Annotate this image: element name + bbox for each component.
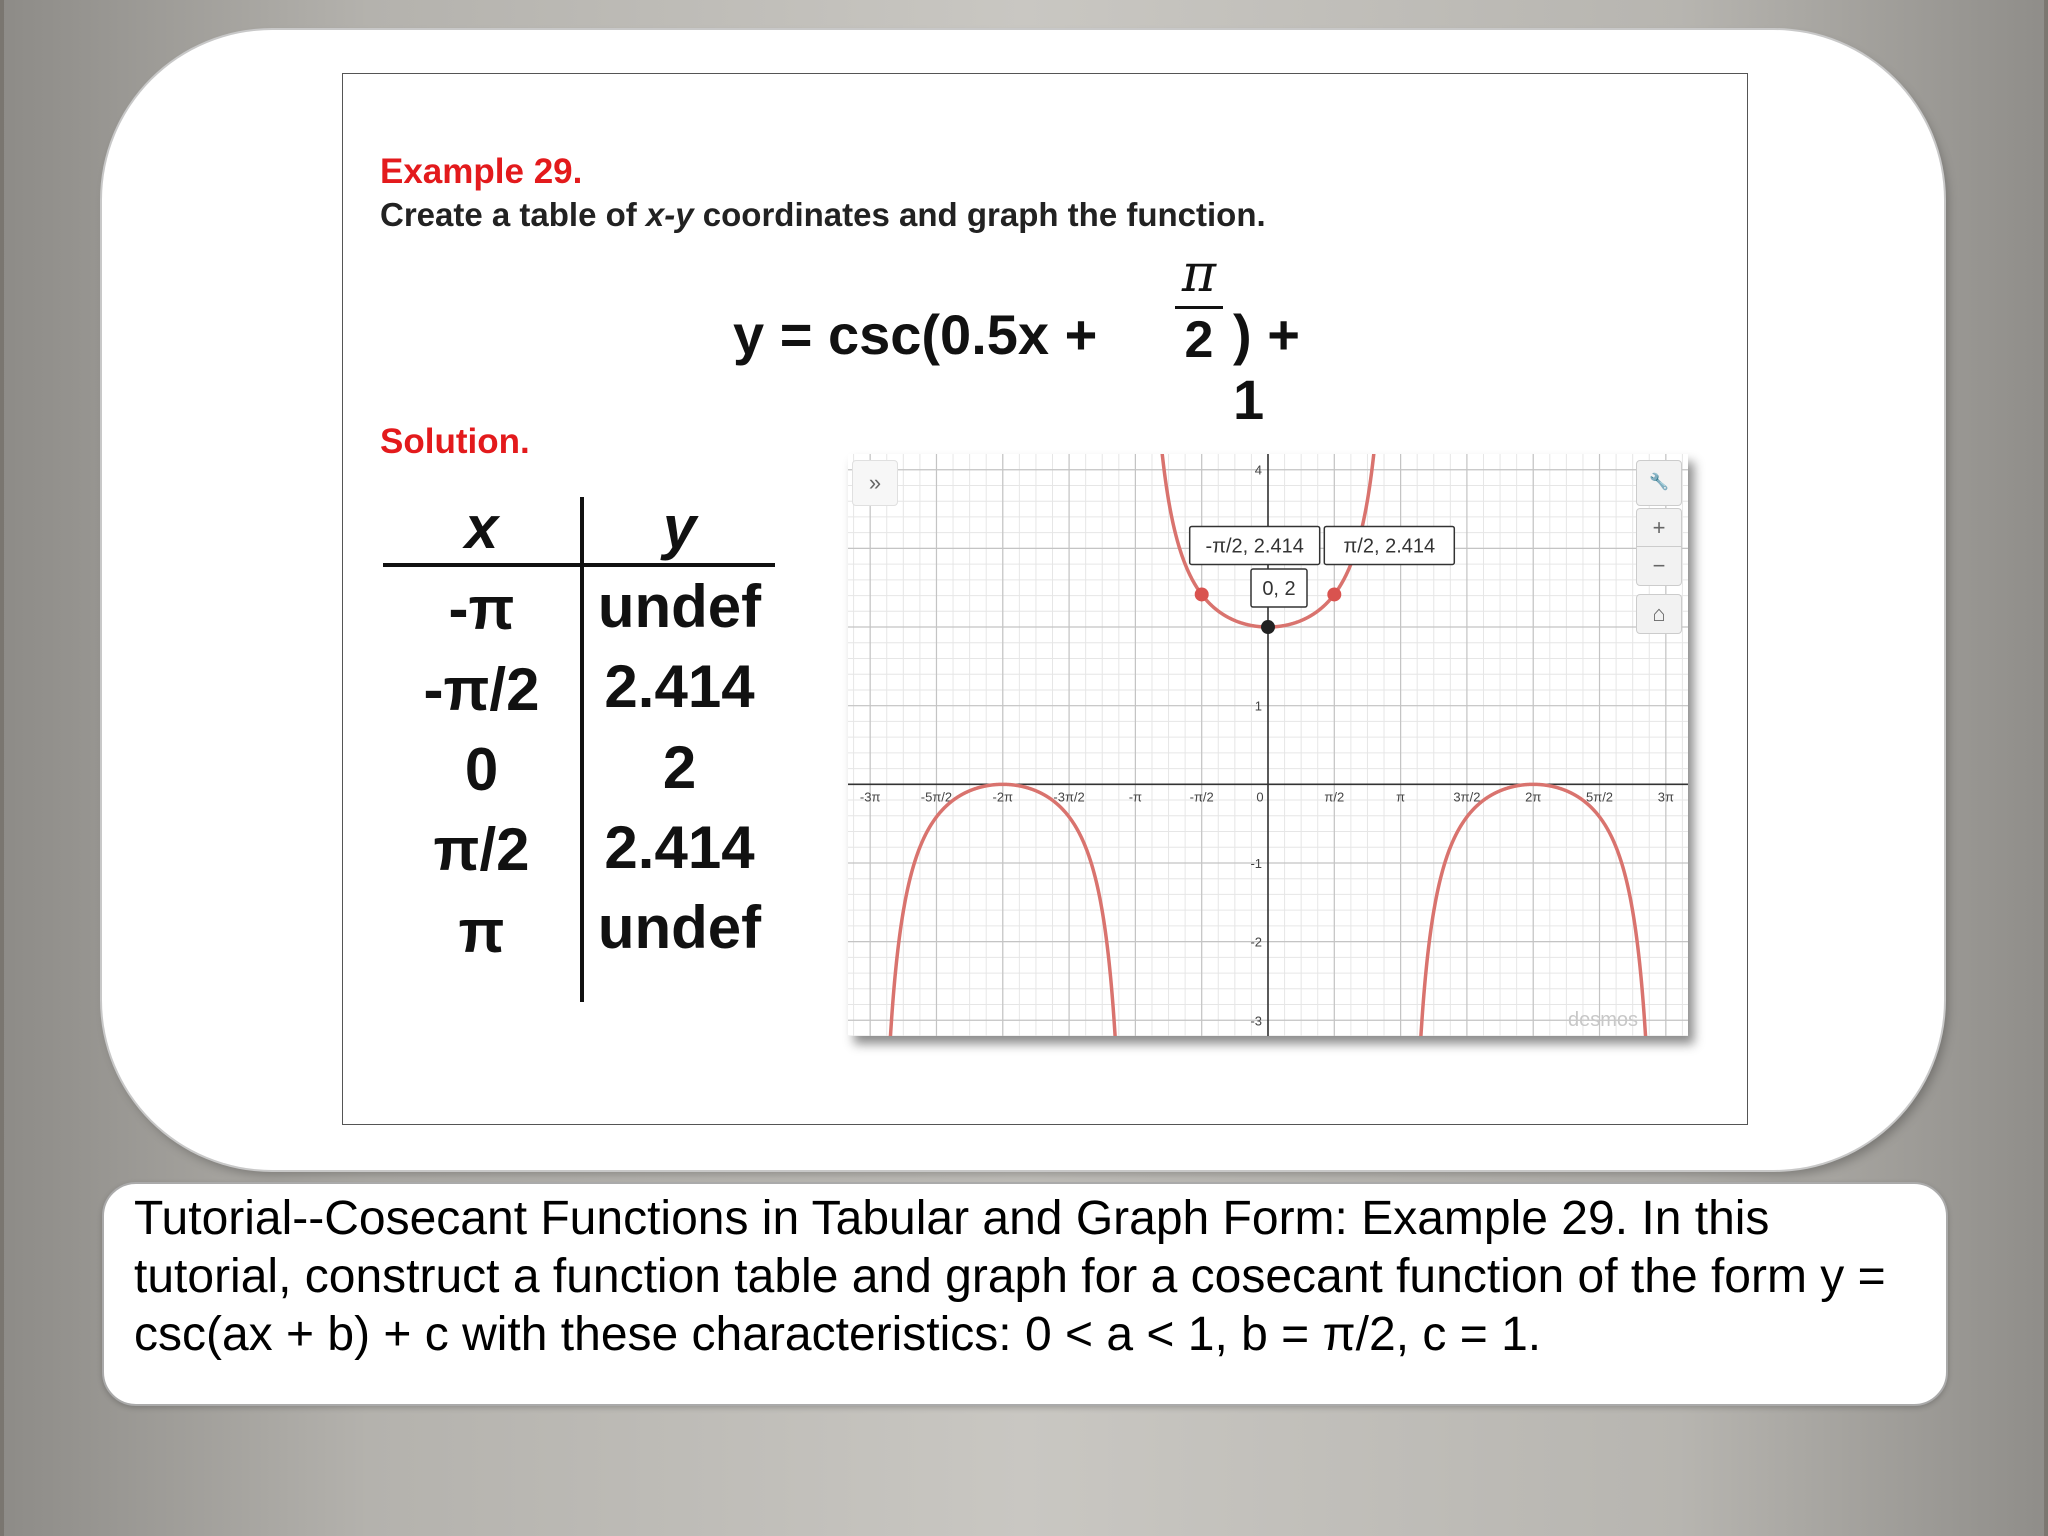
y-tick-label: 1 <box>1254 698 1262 714</box>
wrench-icon[interactable]: 🔧 <box>1636 460 1682 506</box>
y-tick-label: 4 <box>1254 462 1262 478</box>
formula-rhs: ) + 1 <box>1233 303 1300 431</box>
point-label: π/2, 2.414 <box>1343 535 1436 558</box>
y-tick-label: -3 <box>1250 1013 1262 1029</box>
x-tick-label: -3π/2 <box>1053 789 1085 805</box>
cell-x: π <box>458 898 505 965</box>
formula-denominator: 2 <box>1184 311 1214 369</box>
plot-point <box>1327 587 1341 601</box>
solution-title: Solution. <box>380 422 530 461</box>
zoom-out-button[interactable]: − <box>1636 546 1682 586</box>
x-tick-label: 2π <box>1525 789 1542 805</box>
desmos-graph[interactable] <box>848 454 1688 1036</box>
x-tick-label: π <box>1396 789 1406 805</box>
cell-y: 2 <box>662 734 697 801</box>
cell-x: π/2 <box>433 816 530 883</box>
cell-y: 2.414 <box>604 814 755 881</box>
function-formula <box>733 244 1333 431</box>
point-label: -π/2, 2.414 <box>1205 535 1304 558</box>
formula-fraction <box>1169 244 1229 369</box>
y-tick-label: -2 <box>1250 934 1262 950</box>
x-tick-label: π/2 <box>1324 789 1345 805</box>
x-tick-label: 3π/2 <box>1453 789 1481 805</box>
cell-y: undef <box>597 894 762 961</box>
header-y: y <box>662 494 697 561</box>
caption-text: Tutorial--Cosecant Functions in Tabular and Graph Form: Example 29. In this tutorial, construct a function table and graph for a cosecant function of the form y = csc(ax + b) + c with these characteristics: 0 < a < 1, b = π/2, c = 1. <box>134 1192 1886 1361</box>
x-tick-label: 5π/2 <box>1586 789 1614 805</box>
slide <box>342 73 1748 1125</box>
x-tick-label: 3π <box>1657 789 1674 805</box>
x-tick-label: 0 <box>1256 789 1264 805</box>
x-tick-label: -3π <box>859 789 881 805</box>
expand-button[interactable]: » <box>852 460 898 506</box>
example-title: Example 29. <box>380 152 583 191</box>
home-icon[interactable]: ⌂ <box>1636 594 1682 634</box>
x-tick-label: -2π <box>992 789 1014 805</box>
y-tick-label: -1 <box>1250 855 1262 871</box>
cell-y: undef <box>597 573 762 640</box>
point-label: 0, 2 <box>1262 578 1296 601</box>
x-tick-label: -5π/2 <box>920 789 953 805</box>
caption-box <box>102 1182 1948 1406</box>
formula-numerator: π <box>1181 244 1217 304</box>
cell-x: 0 <box>464 736 499 803</box>
x-tick-label: -π/2 <box>1189 789 1214 805</box>
desmos-watermark: desmos <box>1568 1009 1639 1031</box>
xy-table <box>383 494 783 1017</box>
instruction-text: Create a table of x-y coordinates and graph the function. <box>380 196 1266 233</box>
cell-y: 2.414 <box>604 653 755 720</box>
cell-x: -π <box>448 575 515 642</box>
plot-point <box>1195 587 1209 601</box>
zoom-in-button[interactable]: + <box>1636 508 1682 548</box>
x-tick-label: -π <box>1128 789 1143 805</box>
plot-point <box>1261 620 1275 634</box>
cell-x: -π/2 <box>423 656 540 723</box>
header-x: x <box>464 494 499 561</box>
formula-lhs: y = csc(0.5x + <box>733 303 1098 366</box>
